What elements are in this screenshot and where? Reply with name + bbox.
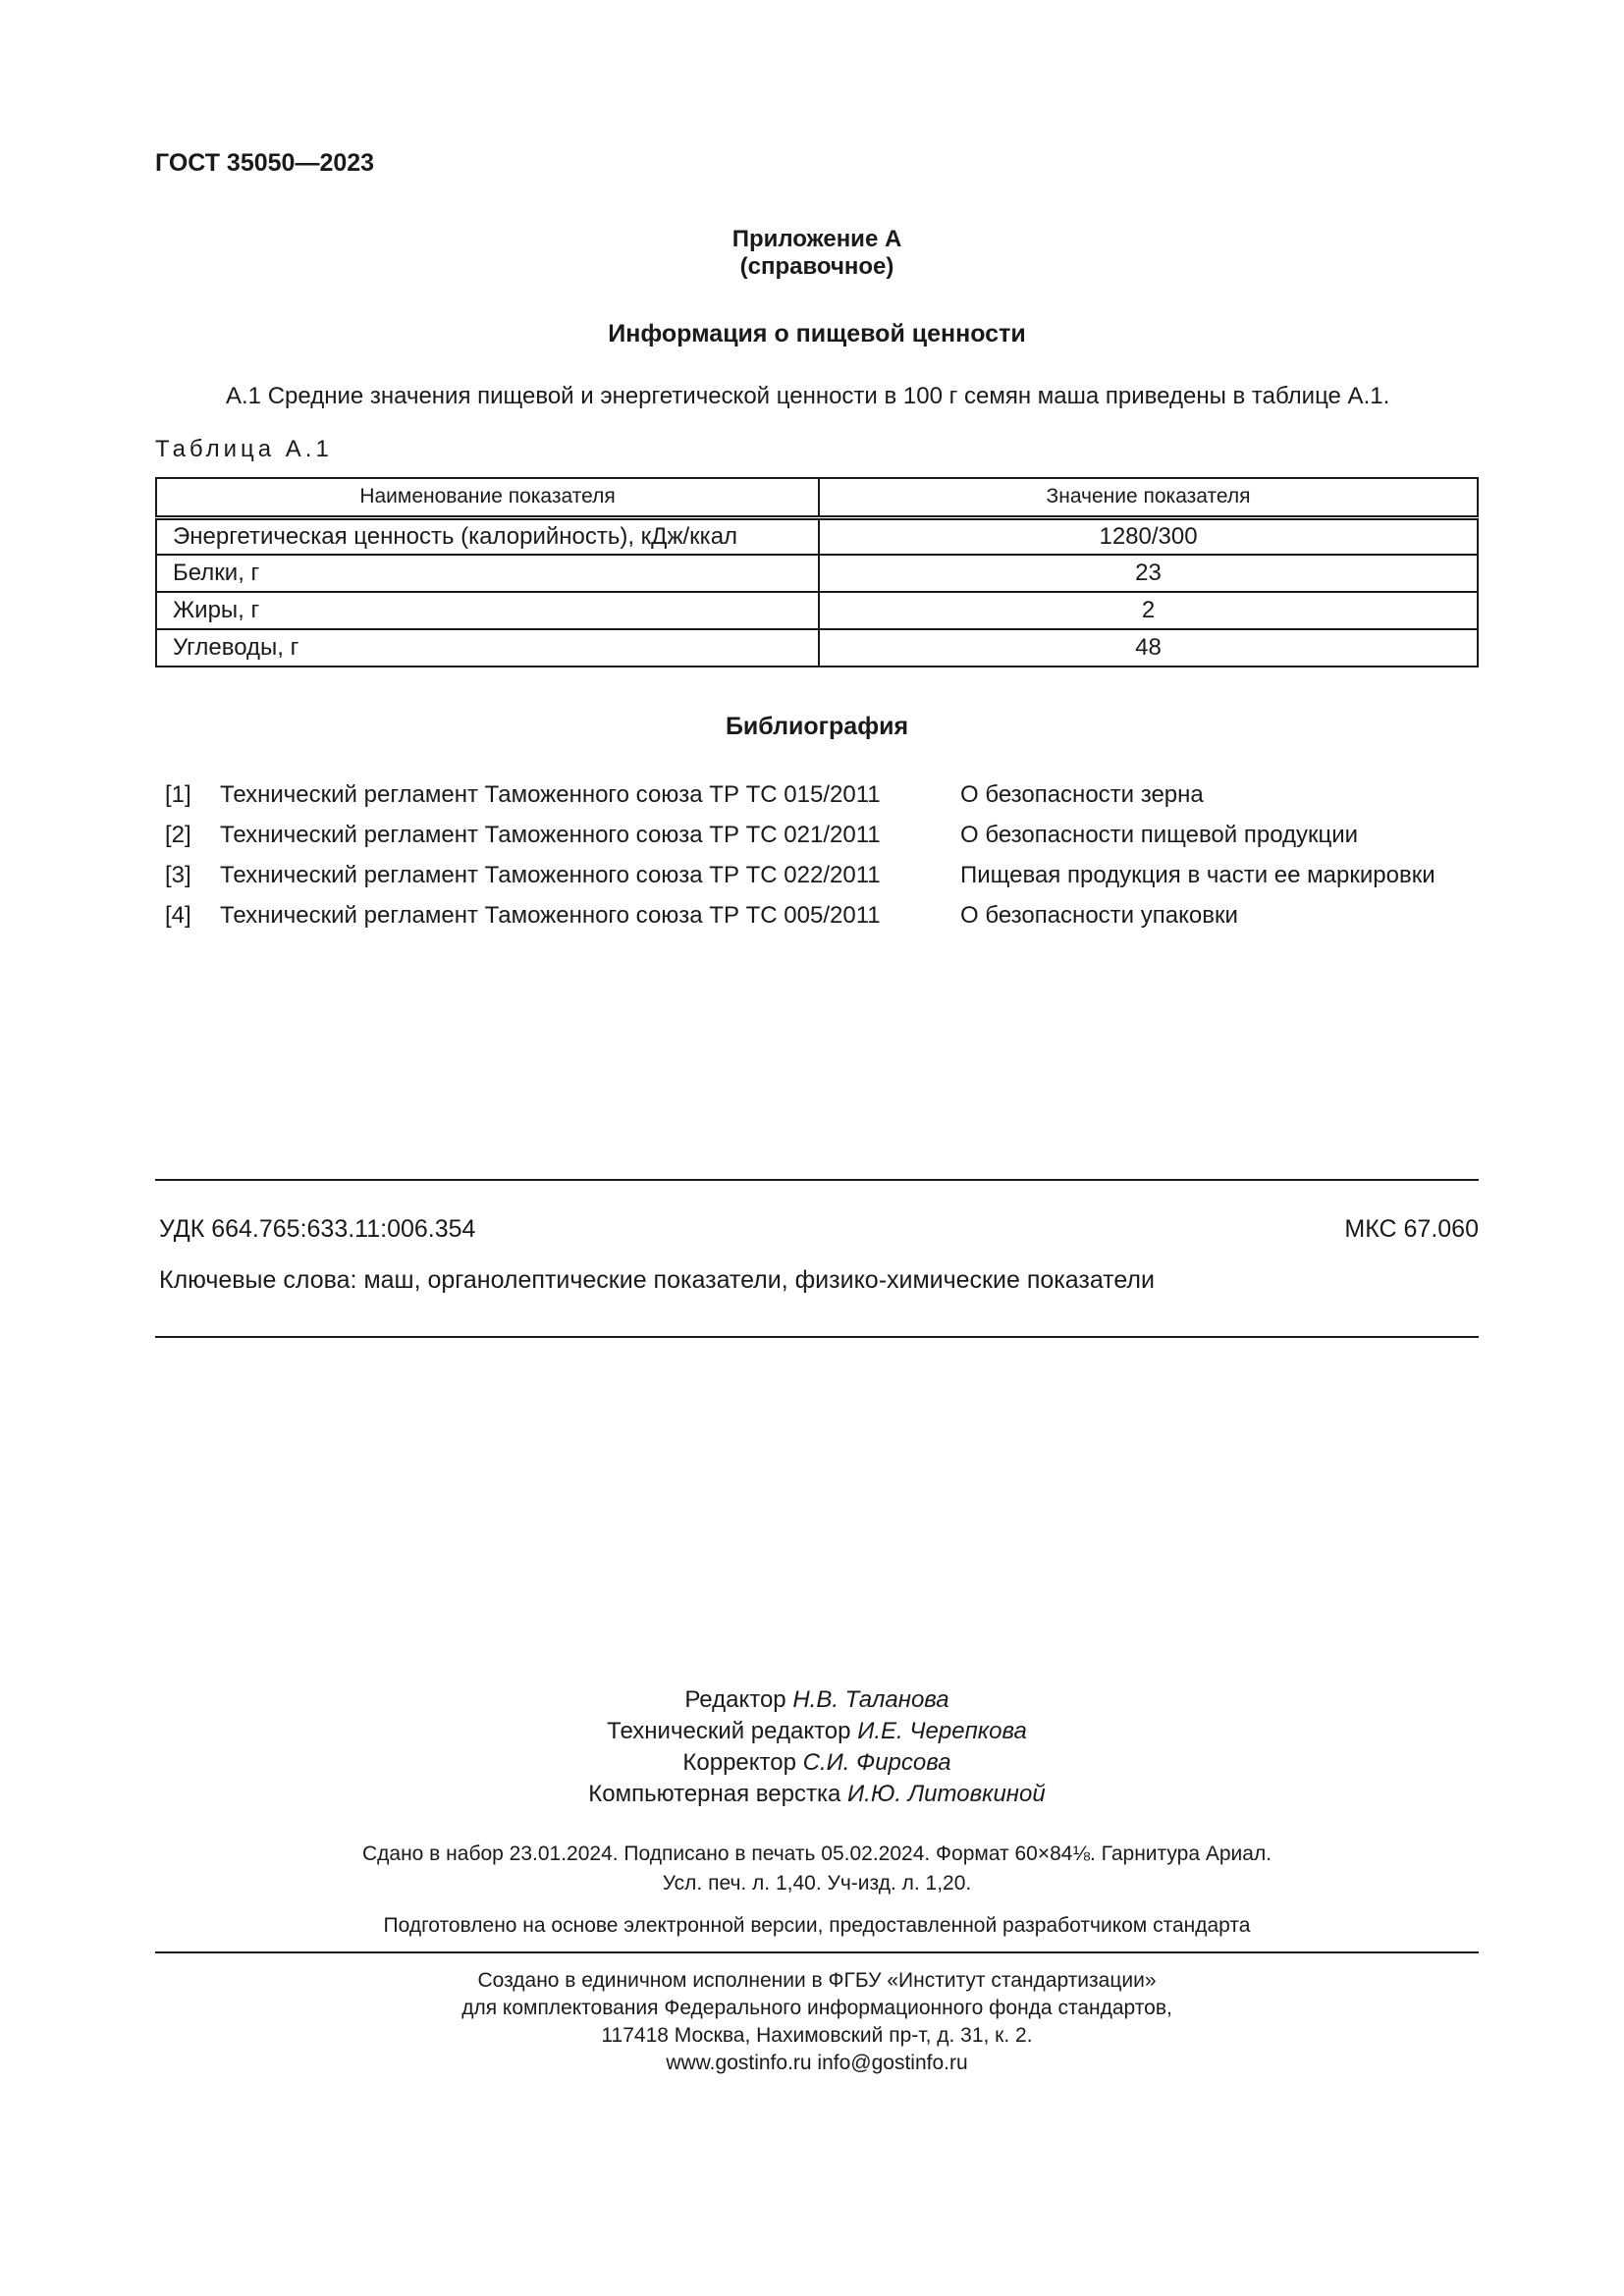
keywords: Ключевые слова: маш, органолептические показатели, физико-химические показатели: [159, 1266, 1155, 1294]
credit-role: Технический редактор: [607, 1718, 851, 1744]
bib-number: [3]: [165, 862, 191, 888]
bib-document: Технический регламент Таможенного союза ТР ТС 022/2011: [220, 862, 881, 888]
publisher-line: Создано в единичном исполнении в ФГБУ «Институт стандартизации»: [477, 1969, 1157, 1992]
bib-document: Технический регламент Таможенного союза ТР ТС 015/2011: [220, 781, 881, 808]
bib-title: О безопасности упаковки: [960, 902, 1238, 929]
credit-name: С.И. Фирсова: [802, 1749, 951, 1776]
divider: [155, 1336, 1479, 1338]
credit-name: И.Е. Черепкова: [857, 1718, 1027, 1744]
intro-paragraph: А.1 Средние значения пищевой и энергетической ценности в 100 г семян маша приведены в таблице А.1.: [226, 383, 1390, 409]
credit-tech-editor: [155, 1716, 1479, 1747]
table-header-cell: Значение показателя: [819, 478, 1478, 517]
bib-number: [1]: [165, 781, 191, 808]
table-cell-name: Белки, г: [156, 555, 819, 592]
print-info-line: Усл. печ. л. 1,40. Уч-изд. л. 1,20.: [662, 1872, 972, 1895]
table-header-row: [156, 478, 1478, 517]
credit-name: И.Ю. Литовкиной: [847, 1781, 1046, 1807]
table-cell-value: 23: [819, 555, 1478, 592]
table-cell-value: 2: [819, 592, 1478, 629]
nutrition-table: [155, 477, 1479, 667]
bib-title: Пищевая продукция в части ее маркировки: [960, 862, 1435, 888]
publisher-line: для комплектования Федерального информационного фонда стандартов,: [461, 1997, 1172, 2019]
table-row: [156, 629, 1478, 667]
table-cell-name: Углеводы, г: [156, 629, 819, 667]
mks-code: МКС 67.060: [1344, 1215, 1479, 1243]
bib-number: [2]: [165, 822, 191, 848]
bib-document: Технический регламент Таможенного союза ТР ТС 021/2011: [220, 822, 881, 848]
credit-role: Корректор: [682, 1749, 796, 1776]
print-info-line: Сдано в набор 23.01.2024. Подписано в печать 05.02.2024. Формат 60×84⅛. Гарнитура Ариал.: [361, 1842, 1272, 1865]
bib-document: Технический регламент Таможенного союза ТР ТС 005/2011: [220, 902, 881, 929]
divider: [155, 1951, 1479, 1953]
credit-name: Н.В. Таланова: [792, 1686, 949, 1713]
table-caption: Таблица А.1: [155, 436, 333, 462]
bib-title: О безопасности зерна: [960, 781, 1204, 808]
credits-block: [155, 1684, 1479, 1810]
appendix-label: Приложение А: [731, 226, 902, 252]
credit-layout: [155, 1779, 1479, 1810]
table-row: [156, 592, 1478, 629]
publisher-line: 117418 Москва, Нахимовский пр-т, д. 31, к. 2.: [601, 2024, 1033, 2047]
appendix-type: (справочное): [739, 253, 894, 280]
credit-role: Компьютерная верстка: [588, 1781, 841, 1807]
appendix-heading: [155, 226, 1479, 281]
divider: [155, 1179, 1479, 1181]
credit-corrector: [155, 1747, 1479, 1779]
credit-editor: [155, 1684, 1479, 1716]
table-cell-value: 1280/300: [819, 517, 1478, 555]
table-cell-value: 48: [819, 629, 1478, 667]
table-row: [156, 517, 1478, 555]
document-code: ГОСТ 35050—2023: [155, 149, 375, 177]
credit-role: Редактор: [684, 1686, 786, 1713]
publisher-info: [155, 1967, 1479, 2077]
section-title: Информация о пищевой ценности: [608, 320, 1026, 347]
table-cell-name: Энергетическая ценность (калорийность), кДж/ккал: [156, 517, 819, 555]
table-cell-name: Жиры, г: [156, 592, 819, 629]
print-info: [155, 1840, 1479, 1898]
prepared-note: Подготовлено на основе электронной версии, предоставленной разработчиком стандарта: [383, 1914, 1251, 1937]
udk-code: УДК 664.765:633.11:006.354: [159, 1215, 476, 1243]
bib-number: [4]: [165, 902, 191, 929]
publisher-links: www.gostinfo.ru info@gostinfo.ru: [666, 2052, 968, 2074]
table-row: [156, 555, 1478, 592]
bib-title: О безопасности пищевой продукции: [960, 822, 1359, 848]
bibliography-title: Библиография: [725, 713, 909, 740]
table-header-cell: Наименование показателя: [156, 478, 819, 517]
